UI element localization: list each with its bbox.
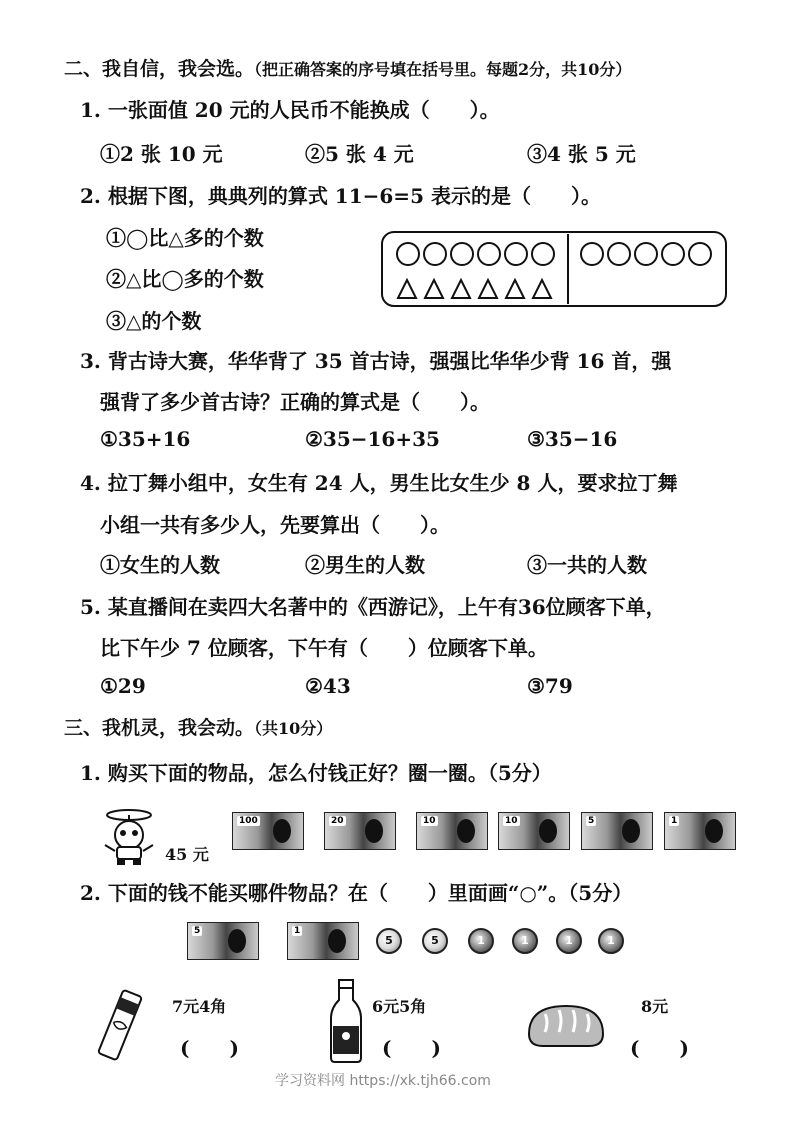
bill-denomination: 10 [423, 816, 436, 826]
section-2-note: （把正确答案的序号填在括号里。每题2分，共10分） [254, 60, 632, 79]
bill-10-yuan[interactable] [416, 812, 488, 850]
portrait-icon [328, 929, 346, 953]
bill-denomination: 10 [505, 816, 518, 826]
question-5-stem-line-2: 比下午少 7 位顾客，下午有（ ）位顾客下单。 [100, 636, 548, 660]
section-3-note: （共10分） [254, 719, 333, 738]
bill-denomination: 1 [294, 926, 301, 936]
bill-5-yuan [187, 922, 259, 960]
question-4-stem-line-1: 4. 拉丁舞小组中，女生有 24 人，男生比女生少 8 人，要求拉丁舞 [80, 471, 678, 495]
portrait-icon [705, 819, 723, 843]
question-3-option-1: ①35+16 [100, 427, 191, 451]
question-3-stem-line-2: 强背了多少首古诗？正确的算式是（ ）。 [100, 390, 490, 414]
bill-100-yuan[interactable] [232, 812, 304, 850]
coin-1-jiao: 1 [468, 928, 494, 954]
question-1-option-2: ②5 张 4 元 [305, 142, 414, 166]
portrait-icon [228, 929, 246, 953]
milk-answer-blank[interactable]: ( ) [382, 1036, 441, 1060]
bill-5-yuan[interactable] [581, 812, 653, 850]
section-3-question-1-stem: 1. 购买下面的物品，怎么付钱正好？圈一圈。（5分） [80, 761, 552, 785]
bread-price: 8元 [641, 997, 669, 1016]
bill-denomination: 5 [588, 816, 595, 826]
section-3-question-2-stem: 2. 下面的钱不能买哪件物品？在（ ）里面画“○”。（5分） [80, 881, 633, 905]
bill-denomination: 5 [194, 926, 201, 936]
question-5-stem-line-1: 5. 某直播间在卖四大名著中的《西游记》，上午有36位顾客下单， [80, 595, 666, 619]
question-5-option-3: ③79 [527, 674, 573, 698]
portrait-icon [273, 819, 291, 843]
question-3-option-3: ③35−16 [527, 427, 618, 451]
question-1-option-1: ①2 张 10 元 [100, 142, 223, 166]
question-5-option-1: ①29 [100, 674, 146, 698]
coin-5-jiao: 5 [376, 928, 402, 954]
question-4-option-2: ②男生的人数 [305, 553, 425, 577]
portrait-icon [622, 819, 640, 843]
question-5-option-2: ②43 [305, 674, 351, 698]
bill-denomination: 100 [239, 816, 258, 826]
portrait-icon [539, 819, 557, 843]
footer-watermark: 学习资料网 https://xk.tjh66.com [275, 1073, 491, 1089]
section-2-title: 二、我自信，我会选。 [64, 58, 255, 80]
snack-answer-blank[interactable]: ( ) [180, 1036, 239, 1060]
question-1-option-3: ③4 张 5 元 [527, 142, 636, 166]
section-2-heading [64, 54, 631, 81]
bill-1-yuan[interactable] [664, 812, 736, 850]
question-3-option-2: ②35−16+35 [305, 427, 440, 451]
circles-triangles-figure [380, 230, 728, 308]
question-2-option-2: ②△比◯多的个数 [106, 267, 264, 291]
bread-icon [525, 1000, 607, 1050]
question-4-option-1: ①女生的人数 [100, 553, 220, 577]
question-1-stem: 1. 一张面值 20 元的人民币不能换成（ ）。 [80, 98, 500, 122]
coin-1-jiao: 1 [512, 928, 538, 954]
question-4-option-3: ③一共的人数 [527, 553, 647, 577]
milk-price: 6元5角 [372, 997, 427, 1016]
bill-denomination: 1 [671, 816, 678, 826]
milk-bottle-icon [328, 978, 364, 1064]
portrait-icon [365, 819, 383, 843]
snack-price: 7元4角 [172, 997, 227, 1016]
bill-denomination: 20 [331, 816, 344, 826]
coin-1-jiao: 1 [556, 928, 582, 954]
section-3-title: 三、我机灵，我会动。 [64, 717, 255, 739]
coin-5-jiao: 5 [422, 928, 448, 954]
portrait-icon [457, 819, 475, 843]
bill-1-yuan [287, 922, 359, 960]
question-2-stem: 2. 根据下图，典典列的算式 11−6=5 表示的是（ ）。 [80, 184, 601, 208]
robot-price: 45 元 [165, 845, 209, 864]
question-4-stem-line-2: 小组一共有多少人，先要算出（ ）。 [100, 513, 450, 537]
section-3-heading [64, 713, 332, 740]
snack-bar-icon [95, 985, 145, 1065]
robot-toy-icon [95, 805, 165, 867]
question-2-option-3: ③△的个数 [106, 309, 202, 333]
bread-answer-blank[interactable]: ( ) [630, 1036, 689, 1060]
question-3-stem-line-1: 3. 背古诗大赛，华华背了 35 首古诗，强强比华华少背 16 首，强 [80, 349, 672, 373]
bill-10-yuan[interactable] [498, 812, 570, 850]
bill-20-yuan[interactable] [324, 812, 396, 850]
question-2-option-1: ①◯比△多的个数 [106, 226, 264, 250]
coin-1-jiao: 1 [598, 928, 624, 954]
